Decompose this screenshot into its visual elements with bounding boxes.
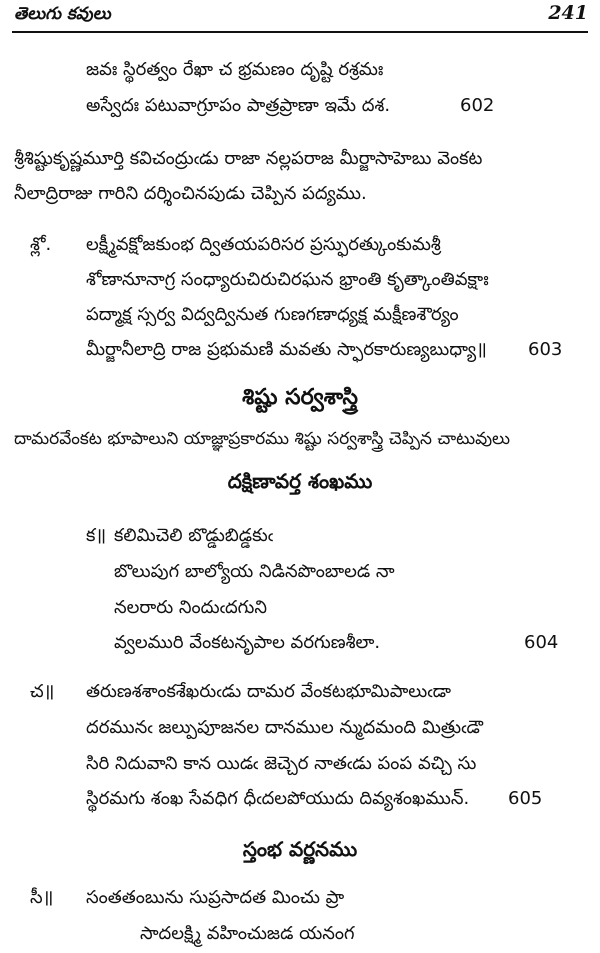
prose-line: నీలాద్రిరాజు గారిని దర్శించినపుడు చెప్పిన పద్యము. <box>14 183 367 204</box>
verse-line: వ్వలమురి వేంకటనృపాల వరగుణశీలా. <box>114 632 381 653</box>
verse-line: తరుణశశాంకశేఖరుఁడు దామర వేంకటభూమిపాలుఁడా <box>86 681 451 702</box>
subsection-title: దక్షిణావర్త శంఖము <box>227 469 373 493</box>
verse-line: దరమునఁ జల్పుపూజనల దానముల న్ముదమంది మిత్రుఁడౌ <box>86 717 483 738</box>
header-rule <box>12 31 588 33</box>
verse-line: సంతతంబును సుప్రసాదత మించు ప్రా <box>86 887 345 908</box>
verse-line: స్థిరమగు శంఖ సేవధిగ ధీఁదలపోయుదు దివ్యశంఖమున్. <box>86 788 470 809</box>
verse-number: 602 <box>460 95 495 116</box>
verse-line: బొలుపుగ బాల్యోయ నిడినపొంబాలడ నా <box>114 561 395 582</box>
page-number: 241 <box>548 2 588 24</box>
verse-line: మీర్జానీలాద్రి రాజ ప్రభుమణి మవతు స్ఫారకారుణ్యబుధ్యా॥ <box>86 339 487 360</box>
verse-line: అస్వేదః పటువాగ్రూపం పాత్రప్రాణా ఇమే దశ. <box>86 95 391 116</box>
verse-line: సాదలక్ష్మి వహించుజడ యనంగ <box>140 923 355 944</box>
verse-line: శోణానూనాగ్ర సంధ్యారుచిరుచిరఘన భ్రాంతి కృత్కాంతివక్షాః <box>86 269 489 290</box>
subsection-title: స్తంభ వర్ణనము <box>242 837 358 861</box>
verse-line: కలిమిచెలి బొడ్డుబిడ్డకుఁ <box>114 525 274 546</box>
verse-marker: శ్లో. <box>30 234 52 255</box>
verse-line: సిరి నిదువాని కాన యిడఁ జెచ్చెర నాతఁడు పంప వచ్చి సు <box>86 753 477 774</box>
verse-number: 605 <box>508 788 543 809</box>
verse-marker: చ॥ <box>30 681 55 702</box>
verse-line: జవః స్థిరత్వం రేఖా చ భ్రమణం దృష్టి రశ్రమః <box>86 59 384 80</box>
verse-number: 603 <box>528 339 563 360</box>
verse-marker: క॥ <box>86 525 107 546</box>
section-intro: దామరవేంకట భూపాలుని యాజ్ఞాప్రకారము శిష్టు సర్వశాస్త్రి చెప్పిన చాటువులు <box>14 429 510 449</box>
verse-line: నలరారు నిందుఁదగుని <box>114 597 268 618</box>
section-title: శిష్టు సర్వశాస్త్రి <box>242 385 358 410</box>
verse-line: లక్ష్మీవక్షోజకుంభ ద్వితయపరిసర ప్రస్ఫురత్కుంకుమశ్రీ <box>86 234 441 255</box>
verse-number: 604 <box>524 632 559 653</box>
running-title: తెలుగు కవులు <box>14 4 111 24</box>
verse-line: పద్మాక్ష స్సర్వ విద్వద్వినుత గుణగణాధ్యక్ష మక్షీణశౌర్యం <box>86 304 459 325</box>
verse-marker: సీ॥ <box>30 887 54 908</box>
prose-line: శ్రీశిష్టుకృష్ణమూర్తి కవిచంద్రుఁడు రాజా నల్లపరాజ మీర్జాసాహెబు వెంకట <box>14 148 483 169</box>
